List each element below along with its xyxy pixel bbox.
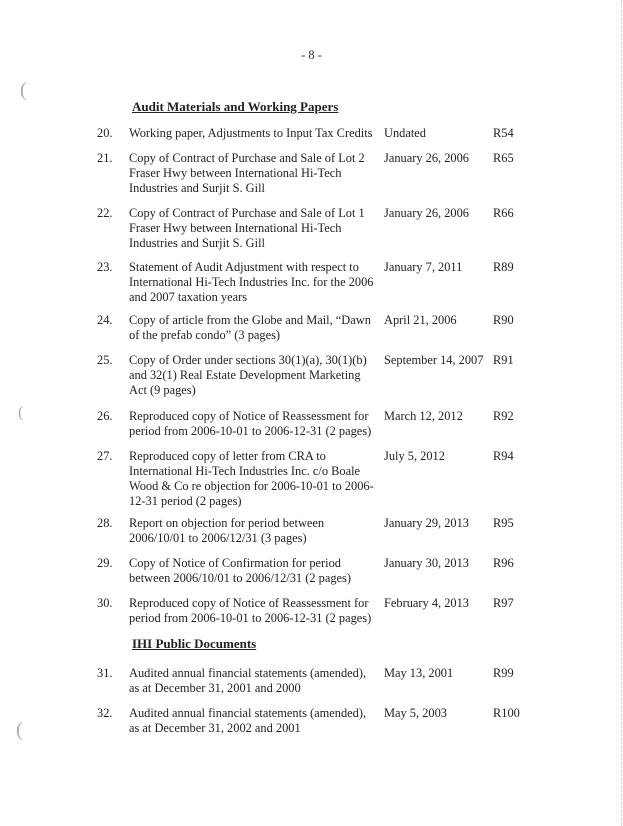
item-reference: R94 xyxy=(493,449,514,463)
item-number: 30. xyxy=(97,596,113,610)
item-number: 22. xyxy=(97,206,113,220)
item-reference: R65 xyxy=(493,151,514,165)
item-description: Copy of article from the Globe and Mail, “Dawn of the prefab condo” (3 pages) xyxy=(129,313,371,342)
item-date: January 30, 2013 xyxy=(384,556,469,570)
item-date: May 5, 2003 xyxy=(384,706,447,720)
item-date: January 29, 2013 xyxy=(384,516,469,530)
section-heading: IHI Public Documents xyxy=(132,636,257,651)
item-number: 23. xyxy=(97,260,113,274)
item-date: January 26, 2006 xyxy=(384,206,469,220)
page-edge-line xyxy=(621,0,622,826)
item-date: April 21, 2006 xyxy=(384,313,457,327)
page-number: - 8 - xyxy=(301,48,322,62)
item-reference: R54 xyxy=(493,126,514,140)
item-date: March 12, 2012 xyxy=(384,409,463,423)
item-reference: R92 xyxy=(493,409,514,423)
item-description: Reproduced copy of letter from CRA to International Hi-Tech Industries Inc. c/o Boale Wood & Co re objection for 2006-10-01 to 2006-12-31 period (2 pages) xyxy=(129,449,374,508)
item-date: February 4, 2013 xyxy=(384,596,469,610)
item-description: Copy of Notice of Confirmation for period between 2006/10/01 to 2006/12/31 (2 pages) xyxy=(129,556,351,585)
item-number: 20. xyxy=(97,126,113,140)
item-number: 21. xyxy=(97,151,113,165)
item-number: 29. xyxy=(97,556,113,570)
item-description: Copy of Contract of Purchase and Sale of Lot 1 Fraser Hwy between International Hi-Tech Industries and Surjit S. Gill xyxy=(129,206,365,250)
item-number: 32. xyxy=(97,706,113,720)
item-date: Undated xyxy=(384,126,426,140)
item-description: Audited annual financial statements (amended), as at December 31, 2001 and 2000 xyxy=(129,666,367,695)
item-description: Reproduced copy of Notice of Reassessment for period from 2006-10-01 to 2006-12-31 (2 pages) xyxy=(129,596,372,625)
item-reference: R95 xyxy=(493,516,514,530)
item-reference: R66 xyxy=(493,206,514,220)
item-number: 27. xyxy=(97,449,113,463)
item-number: 25. xyxy=(97,353,113,367)
item-date: January 26, 2006 xyxy=(384,151,469,165)
item-description: Statement of Audit Adjustment with respect to International Hi-Tech Industries Inc. for the 2006 and 2007 taxation years xyxy=(129,260,374,304)
item-date: July 5, 2012 xyxy=(384,449,445,463)
item-description: Working paper, Adjustments to Input Tax Credits xyxy=(129,126,373,140)
item-description: Report on objection for period between 2006/10/01 to 2006/12/31 (3 pages) xyxy=(129,516,325,545)
item-description: Reproduced copy of Notice of Reassessment for period from 2006-10-01 to 2006-12-31 (2 pages) xyxy=(129,409,372,438)
item-reference: R96 xyxy=(493,556,514,570)
item-description: Audited annual financial statements (amended), as at December 31, 2002 and 2001 xyxy=(129,706,367,735)
item-number: 31. xyxy=(97,666,113,680)
scan-mark: ( xyxy=(18,404,24,421)
item-number: 26. xyxy=(97,409,113,423)
section-heading: Audit Materials and Working Papers xyxy=(132,99,339,114)
item-date: May 13, 2001 xyxy=(384,666,454,680)
item-reference: R91 xyxy=(493,353,514,367)
item-number: 24. xyxy=(97,313,113,327)
item-reference: R100 xyxy=(493,706,520,720)
item-reference: R90 xyxy=(493,313,514,327)
item-description: Copy of Order under sections 30(1)(a), 30(1)(b) and 32(1) Real Estate Development Marketing Act (9 pages) xyxy=(129,353,367,397)
item-reference: R89 xyxy=(493,260,514,274)
scan-mark: ( xyxy=(16,719,23,741)
scan-mark: ( xyxy=(20,79,27,101)
item-reference: R99 xyxy=(493,666,514,680)
item-date: September 14, 2007 xyxy=(384,353,484,367)
item-number: 28. xyxy=(97,516,113,530)
item-date: January 7, 2011 xyxy=(384,260,463,274)
item-reference: R97 xyxy=(493,596,514,610)
item-description: Copy of Contract of Purchase and Sale of Lot 2 Fraser Hwy between International Hi-Tech Industries and Surjit S. Gill xyxy=(129,151,365,195)
